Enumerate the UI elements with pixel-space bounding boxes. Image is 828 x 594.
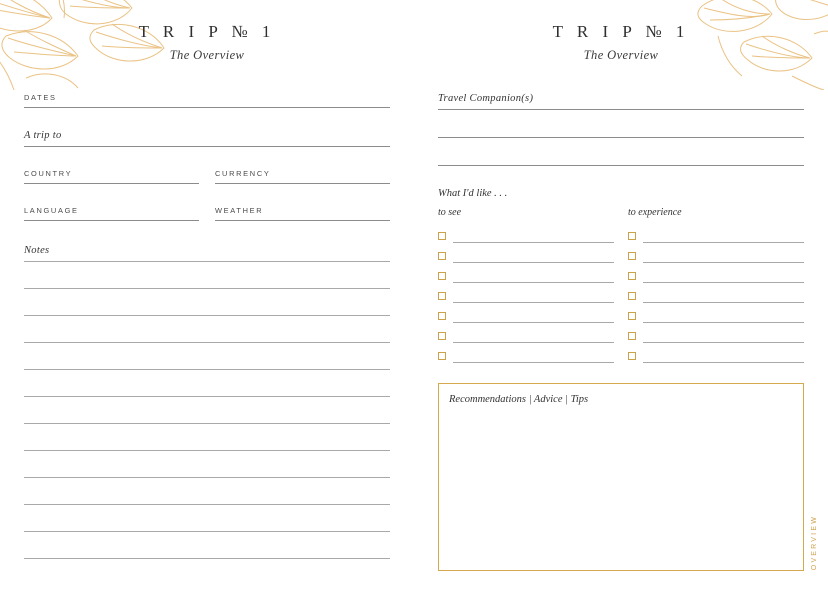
wishlist-write-line[interactable] (643, 302, 804, 303)
checkbox-icon[interactable] (628, 332, 636, 340)
right-page-title: T R I P № 1 (552, 22, 690, 41)
wishlist-row[interactable] (438, 303, 614, 323)
checkbox-icon[interactable] (628, 252, 636, 260)
country-rule (24, 183, 199, 184)
currency-rule (215, 183, 390, 184)
checkbox-icon[interactable] (628, 292, 636, 300)
wishlist-row[interactable] (628, 263, 804, 283)
wishlist-row[interactable] (438, 283, 614, 303)
wishlist-write-line[interactable] (453, 242, 614, 243)
recommendations-box[interactable] (438, 383, 804, 571)
wishlist-row[interactable] (438, 343, 614, 363)
companion-line[interactable] (438, 110, 804, 138)
wishlist-row[interactable] (628, 243, 804, 263)
travel-companions-rule (438, 109, 804, 110)
notes-line[interactable] (24, 505, 390, 532)
notes-line[interactable] (24, 289, 390, 316)
companion-line[interactable] (438, 138, 804, 166)
notes-line[interactable] (24, 262, 390, 289)
a-trip-to-field[interactable] (24, 130, 390, 147)
wishlist-row[interactable] (628, 283, 804, 303)
checkbox-icon[interactable] (438, 332, 446, 340)
weather-rule (215, 220, 390, 221)
recommendations-label: Recommendations | Advice | Tips (449, 394, 589, 405)
notes-label: Notes (24, 245, 50, 256)
wishlist-write-line[interactable] (453, 282, 614, 283)
checkbox-icon[interactable] (628, 272, 636, 280)
wishlist-heading: What I'd like . . . (438, 188, 508, 199)
notes-line[interactable] (24, 451, 390, 478)
notes-line[interactable] (24, 316, 390, 343)
travel-companions-field[interactable] (438, 93, 804, 110)
section-tab-overview: OVERVIEW (811, 514, 818, 570)
wishlist-to-see-label: to see (438, 207, 462, 218)
notes-lines[interactable] (24, 262, 390, 559)
wishlist-write-line[interactable] (643, 282, 804, 283)
checkbox-icon[interactable] (628, 232, 636, 240)
wishlist-to-see-column (438, 207, 614, 363)
wishlist-row[interactable] (438, 263, 614, 283)
wishlist-row[interactable] (628, 223, 804, 243)
wishlist-row[interactable] (628, 303, 804, 323)
wishlist-write-line[interactable] (453, 302, 614, 303)
notes-line[interactable] (24, 424, 390, 451)
wishlist-write-line[interactable] (453, 322, 614, 323)
right-page-subtitle: The Overview (583, 48, 659, 62)
language-field[interactable] (24, 206, 199, 221)
wishlist-row[interactable] (438, 323, 614, 343)
right-page (414, 0, 828, 594)
checkbox-icon[interactable] (438, 292, 446, 300)
wishlist-write-line[interactable] (643, 362, 804, 363)
left-page-subtitle: The Overview (169, 48, 245, 62)
wishlist-write-line[interactable] (453, 262, 614, 263)
language-weather-row (24, 206, 390, 221)
wishlist-write-line[interactable] (643, 322, 804, 323)
notes-line[interactable] (24, 343, 390, 370)
dates-label: DATES (24, 93, 57, 102)
wishlist-write-line[interactable] (643, 342, 804, 343)
notes-line[interactable] (24, 397, 390, 424)
currency-field[interactable] (215, 169, 390, 184)
checkbox-icon[interactable] (438, 312, 446, 320)
country-currency-row (24, 169, 390, 184)
wishlist-row[interactable] (438, 243, 614, 263)
wishlist-row[interactable] (628, 323, 804, 343)
a-trip-to-rule (24, 146, 390, 147)
wishlist-columns (438, 207, 804, 363)
checkbox-icon[interactable] (438, 232, 446, 240)
checkbox-icon[interactable] (628, 352, 636, 360)
notes-line[interactable] (24, 478, 390, 505)
wishlist-write-line[interactable] (643, 242, 804, 243)
notes-field (24, 245, 390, 262)
language-label: LANGUAGE (24, 206, 79, 215)
dates-field[interactable] (24, 93, 390, 108)
wishlist-write-line[interactable] (643, 262, 804, 263)
wishlist-to-see-rows[interactable] (438, 223, 614, 363)
currency-label: CURRENCY (215, 169, 271, 178)
country-field[interactable] (24, 169, 199, 184)
notes-line[interactable] (24, 532, 390, 559)
checkbox-icon[interactable] (438, 352, 446, 360)
companion-lines[interactable] (438, 110, 804, 166)
weather-field[interactable] (215, 206, 390, 221)
country-label: COUNTRY (24, 169, 73, 178)
checkbox-icon[interactable] (438, 252, 446, 260)
left-page-title: T R I P № 1 (138, 22, 276, 41)
dates-rule (24, 107, 390, 108)
checkbox-icon[interactable] (628, 312, 636, 320)
wishlist-row[interactable] (628, 343, 804, 363)
wishlist-to-experience-label: to experience (628, 207, 682, 218)
notes-top-rule (24, 261, 390, 262)
weather-label: WEATHER (215, 206, 264, 215)
checkbox-icon[interactable] (438, 272, 446, 280)
wishlist-row[interactable] (438, 223, 614, 243)
wishlist-write-line[interactable] (453, 362, 614, 363)
wishlist-to-experience-column (628, 207, 804, 363)
wishlist-to-experience-rows[interactable] (628, 223, 804, 363)
wishlist-write-line[interactable] (453, 342, 614, 343)
notes-line[interactable] (24, 370, 390, 397)
language-rule (24, 220, 199, 221)
a-trip-to-label: A trip to (24, 130, 62, 141)
travel-companions-label: Travel Companion(s) (438, 93, 534, 104)
